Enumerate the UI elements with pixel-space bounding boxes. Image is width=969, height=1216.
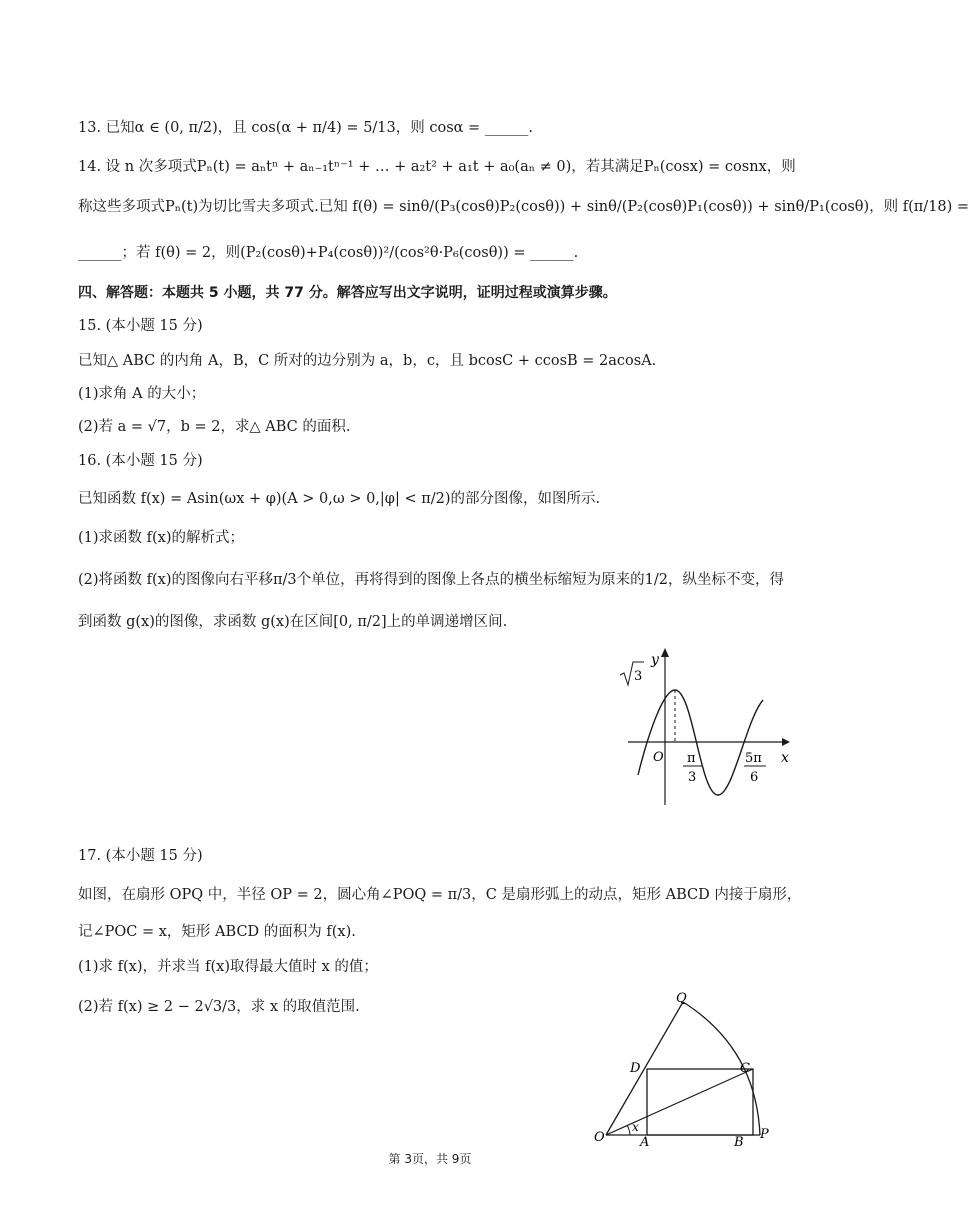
sector-figure — [588, 988, 788, 1148]
question-16-part2-line1: (2)将函数 f(x)的图像向右平移π/3个单位，再将得到的图像上各点的横坐标缩短为原来的1/2，纵坐标不变，得 — [78, 572, 784, 588]
question-16-stem: 已知函数 f(x) = Asin(ωx + φ)(A > 0,ω > 0,|φ| < π/2)的部分图像，如图所示. — [78, 491, 601, 507]
question-14-line2: 称这些多项式Pₙ(t)为切比雪夫多项式.已知 f(θ) = sinθ/(P₃(cosθ)P₂(cosθ)) + sinθ/(P₂(cosθ)P₁(cosθ)) + sinθ/P₁(cosθ)，则 f(π/18) = — [78, 199, 969, 215]
label-Q: Q — [676, 991, 687, 1006]
pi-label: π — [687, 751, 696, 766]
label-C: C — [740, 1061, 750, 1076]
x-axis-arrow — [782, 738, 790, 746]
question-17-part2: (2)若 f(x) ≥ 2 − 2√3/3，求 x 的取值范围. — [78, 999, 360, 1015]
five-pi-label: 5π — [745, 751, 762, 766]
label-P: P — [760, 1127, 769, 1142]
three-label: 3 — [688, 770, 697, 785]
section-4-heading: 四、解答题：本题共 5 小题，共 77 分。解答应写出文字说明，证明过程或演算步骤。 — [78, 285, 617, 301]
question-17-stem-line2: 记∠POC = x，矩形 ABCD 的面积为 f(x). — [78, 924, 356, 940]
question-15-header: 15. (本小题 15 分) — [78, 318, 203, 334]
segment-OC — [606, 1069, 753, 1135]
question-17-part1: (1)求 f(x)，并求当 f(x)取得最大值时 x 的值； — [78, 959, 378, 975]
six-label: 6 — [750, 770, 759, 785]
page-footer: 第 3页，共 9页 — [388, 1152, 472, 1166]
label-B: B — [734, 1135, 744, 1150]
question-15-part1: (1)求角 A 的大小； — [78, 386, 206, 402]
question-17-stem-line1: 如图，在扇形 OPQ 中，半径 OP = 2，圆心角∠POQ = π/3，C 是扇形弧上的动点，矩形 ABCD 内接于扇形， — [78, 887, 802, 903]
question-16-part2-line2: 到函数 g(x)的图像，求函数 g(x)在区间[0, π/2]上的单调递增区间. — [78, 614, 508, 630]
rectangle-ABCD — [647, 1069, 753, 1135]
question-13: 13. 已知α ∈ (0, π/2)，且 cos(α + π/4) = 5/13，则 cosα = ______. — [78, 120, 533, 136]
question-16-part1: (1)求函数 f(x)的解析式； — [78, 530, 245, 546]
y-axis-arrow — [661, 648, 669, 657]
sqrt3-label: 3 — [634, 669, 643, 684]
question-15-part2: (2)若 a = √7，b = 2，求△ ABC 的面积. — [78, 419, 351, 435]
question-15-stem: 已知△ ABC 的内角 A，B，C 所对的边分别为 a，b，c，且 bcosC + ccosB = 2acosA. — [78, 353, 657, 369]
question-14-line1: 14. 设 n 次多项式Pₙ(t) = aₙtⁿ + aₙ₋₁tⁿ⁻¹ + … + a₂t² + a₁t + a₀(aₙ ≠ 0)，若其满足Pₙ(cosx) = cosnx，则 — [78, 159, 796, 175]
y-axis-label: y — [651, 652, 659, 668]
label-A: A — [640, 1135, 650, 1150]
question-17-header: 17. (本小题 15 分) — [78, 848, 203, 864]
x-axis-label: x — [781, 750, 789, 766]
question-14-line3: ______；若 f(θ) = 2，则(P₂(cosθ)+P₄(cosθ))²/(cos²θ·P₆(cosθ)) = ______. — [78, 245, 579, 261]
sine-graph-figure — [618, 640, 798, 810]
label-O: O — [594, 1130, 605, 1145]
angle-x-arc — [627, 1125, 630, 1135]
origin-label: O — [653, 750, 664, 765]
label-D: D — [630, 1061, 641, 1076]
label-x: x — [632, 1120, 639, 1134]
question-16-header: 16. (本小题 15 分) — [78, 453, 203, 469]
